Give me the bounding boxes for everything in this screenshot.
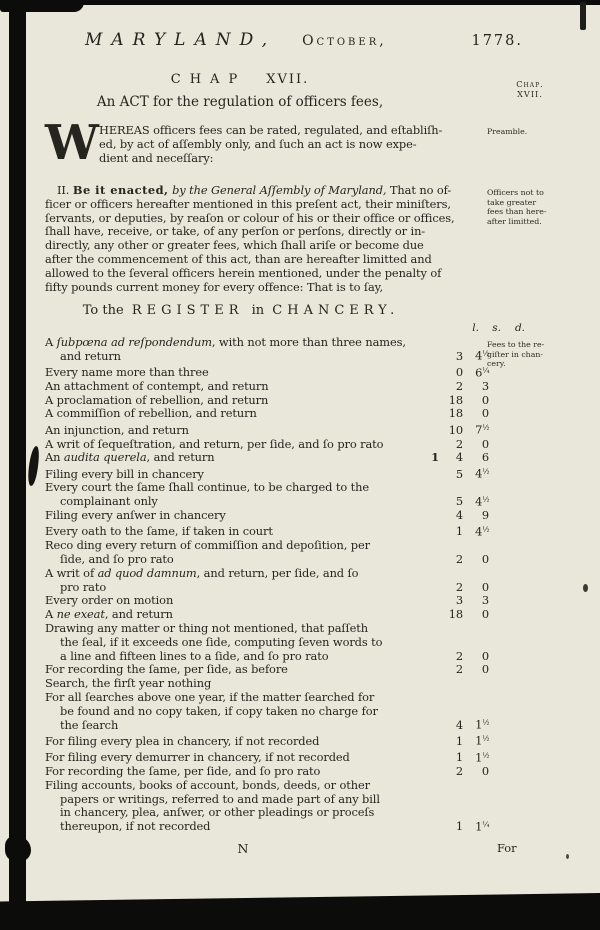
fee-description-line: An audita querela, and return: [45, 450, 215, 465]
text-line: Officers not to: [487, 188, 544, 197]
margin-note-chapter: [487, 80, 573, 99]
fee-shillings-value: 1: [455, 524, 463, 539]
signature-mark: N: [237, 841, 249, 856]
fee-description-line: A ſubpœna ad reſpondendum, with not more than three names,: [45, 335, 406, 349]
fee-shillings-value: 1: [455, 819, 463, 834]
running-head-state: MARYLAND,: [85, 30, 277, 50]
fee-pence-value: $1^{\frac{1}{2}}$: [475, 717, 489, 732]
fee-description-line: and return: [60, 348, 121, 363]
fee-description: [45, 691, 423, 732]
fee-schedule-heading: [0, 303, 486, 318]
fee-description: [45, 407, 423, 421]
fee-description: [45, 622, 423, 663]
fee-description: [45, 394, 423, 408]
fee-pence-value: $4^{\frac{1}{2}}$: [475, 348, 489, 363]
fee-shillings-value: 0: [455, 365, 463, 380]
fee-row: [45, 732, 489, 748]
fee-pence-value: 9: [481, 508, 489, 523]
ink-speck: [566, 854, 569, 859]
fee-description: [45, 380, 423, 394]
fee-description: [45, 567, 423, 595]
fee-description-line: Every court the ſame ſhall continue, to be charged to the: [45, 480, 369, 495]
fee-description-line: A ne exeat, and return: [45, 607, 173, 622]
fee-pence-value: 0: [481, 392, 489, 407]
fee-description: [45, 677, 423, 691]
enacting-paragraph: [45, 184, 485, 294]
fee-description: [45, 608, 423, 622]
heading-mid: in: [251, 303, 265, 318]
fee-pence-value: 3: [481, 593, 489, 608]
fee-shillings-value: 2: [455, 551, 463, 566]
fee-description-line: thereupon, if not recorded: [60, 819, 211, 834]
fee-shillings-value: 4: [455, 508, 463, 523]
fee-pence-value: 0: [481, 551, 489, 566]
fee-row: [45, 465, 489, 481]
fee-shillings-value: 2: [455, 579, 463, 594]
fee-row: [45, 622, 489, 663]
fee-pence-value: 0: [481, 579, 489, 594]
fee-description-line: For recording the ſame, per ſide, as before: [45, 662, 288, 677]
text-line: allowed to the ſeveral officers herein mentioned, under the penalty of: [45, 265, 442, 280]
fee-shillings-value: 2: [455, 436, 463, 451]
fee-shillings-value: 5: [455, 494, 463, 509]
fee-table-body: [45, 336, 489, 834]
fee-pence-value: $4^{\frac{1}{2}}$: [475, 466, 489, 481]
text-line: fifty pounds current money for every offence: That is to ſay,: [45, 279, 383, 294]
fee-row: [45, 509, 489, 523]
fee-shillings-value: 3: [455, 593, 463, 608]
text-line: ed, by act of aſſembly only, and ſuch an act is now expe-: [99, 136, 417, 151]
margin-note-officers: [487, 188, 573, 226]
fee-description-line: An attachment of contempt, and return: [45, 378, 269, 393]
text-line: cery.: [487, 359, 506, 369]
fee-row: [45, 481, 489, 509]
fee-pence-value: $7^{\frac{1}{2}}$: [475, 422, 489, 437]
currency-column-header: [463, 322, 525, 334]
fee-pence-value: $6^{\frac{1}{4}}$: [475, 365, 489, 380]
fee-description-line: be found and no copy taken, if copy taken no charge for: [60, 703, 378, 718]
chapter-label: CHAP: [170, 72, 247, 87]
fee-pence-value: $1^{\frac{1}{4}}$: [475, 819, 489, 834]
fee-description-line: pro rato: [60, 579, 107, 594]
fee-pence-value: 0: [481, 648, 489, 663]
fee-description: [45, 509, 423, 523]
fee-pence-value: 3: [481, 378, 489, 393]
fee-pounds-value: 1: [431, 450, 439, 465]
fee-shillings-value: 2: [455, 648, 463, 663]
fee-description-line: the ſearch: [60, 717, 119, 732]
text-line: ficer or officers hereafter mentioned in this preſent act, their miniſters,: [45, 196, 451, 211]
enacting-lines: [45, 184, 485, 294]
text-line: after limitted.: [487, 216, 542, 226]
fee-description-line: Every order on motion: [45, 593, 174, 608]
ink-speck: [580, 2, 586, 30]
fee-row: [45, 523, 489, 539]
heading-court: CHANCERY.: [272, 303, 400, 318]
fee-description-line: in chancery, plea, anſwer, or other pleadings or proceſs: [60, 805, 375, 820]
ink-speck: [583, 584, 588, 592]
fee-description-line: complainant only: [60, 494, 158, 509]
fee-shillings-value: 18: [448, 392, 463, 407]
fee-shillings-value: 4: [455, 450, 463, 465]
fee-row: [45, 594, 489, 608]
text-line: ſervants, or deputies, by reaſon or colour of his or their office or offices,: [45, 210, 455, 225]
fee-description-line: Every oath to the ſame, if taken in court: [45, 524, 273, 539]
fee-shillings-value: 2: [455, 662, 463, 677]
fee-description: [45, 336, 423, 364]
fee-description: [45, 539, 423, 567]
fee-shillings-value: 1: [455, 733, 463, 748]
fee-description-line: Reco ding every return of commiſſion and depoſition, per: [45, 538, 370, 553]
fee-description-line: Drawing any matter or thing not mentioned, that paſſeth: [45, 620, 369, 635]
fee-description-line: A proclamation of rebellion, and return: [45, 392, 269, 407]
ink-speck: [27, 446, 40, 487]
fee-shillings-value: 2: [455, 378, 463, 393]
fee-description-line: Filing every anſwer in chancery: [45, 508, 226, 523]
catchword: For: [497, 841, 517, 855]
fee-description: [45, 438, 423, 452]
fee-description: [45, 663, 423, 677]
text-line: directly, any other or greater fees, which ſhall ariſe or become due: [45, 238, 424, 253]
fee-shillings-value: 18: [448, 607, 463, 622]
scan-edge-bottom: [0, 888, 600, 930]
fee-pence-value: $1^{\frac{1}{2}}$: [475, 733, 489, 748]
fee-description: [45, 594, 423, 608]
fee-description-line: papers or writings, referred to and made part of any bill: [60, 791, 380, 806]
fee-pence-value: $4^{\frac{1}{2}}$: [475, 524, 489, 539]
fee-pence-value: 6: [481, 450, 489, 465]
fee-description-line: For recording the ſame, per ſide, and ſo pro rato: [45, 763, 321, 778]
fee-description-line: a line and fifteen lines to a ſide, and ſo pro rato: [60, 648, 329, 663]
preamble-lines: [45, 115, 485, 171]
fee-row: [45, 407, 489, 421]
margin-note-fees-register: [487, 340, 573, 369]
dropcap-w: W: [45, 115, 97, 171]
text-line: giſter in chan-: [487, 349, 544, 359]
fee-description-line: An injunction, and return: [45, 422, 189, 437]
fee-pence-value: 0: [481, 607, 489, 622]
margin-note-preamble: [487, 127, 573, 137]
running-head: [45, 30, 537, 50]
fee-shillings-value: 5: [455, 466, 463, 481]
fee-description: [45, 481, 423, 509]
fee-description: [45, 735, 423, 749]
fee-row: [45, 421, 489, 437]
fee-pence-value: 0: [481, 662, 489, 677]
fee-pence-value: $4^{\frac{1}{2}}$: [475, 494, 489, 509]
fee-shillings-value: 1: [455, 750, 463, 765]
fee-description-line: Filing every bill in chancery: [45, 466, 204, 481]
fee-description: [45, 468, 423, 482]
fee-shillings-value: 10: [448, 422, 463, 437]
chapter-numeral: XVII.: [266, 72, 310, 87]
fee-shillings-value: 2: [455, 763, 463, 778]
text-line: Preamble.: [487, 127, 528, 136]
fee-shillings-value: 4: [455, 717, 463, 732]
fee-description-line: A commiſſion of rebellion, and return: [45, 406, 257, 421]
fee-description-line: Search, the firſt year nothing: [45, 676, 212, 691]
text-line: after the commencement of this act, than are hereafter limitted and: [45, 251, 432, 266]
fee-pence-value: 0: [481, 763, 489, 778]
running-head-session: October,: [302, 33, 387, 49]
column-pounds: l.: [472, 322, 479, 334]
fee-row: [45, 663, 489, 677]
fee-description-line: A writ of ad quod damnum, and return, per ſide, and ſo: [45, 565, 359, 580]
heading-office: REGISTER: [131, 303, 244, 318]
fee-row: [45, 779, 489, 834]
fee-row: [45, 394, 489, 408]
fee-row: [45, 691, 489, 732]
fee-pence-value: $1^{\frac{1}{2}}$: [475, 750, 489, 765]
fee-description-line: the ſeal, if it exceeds one ſide, computing ſeven words to: [60, 634, 383, 649]
fee-row: [45, 364, 489, 380]
fee-row: [45, 451, 489, 465]
fee-description-line: For filing every plea in chancery, if not recorded: [45, 733, 320, 748]
fee-description-line: For filing every demurrer in chancery, if not recorded: [45, 750, 350, 765]
text-line: XVII.: [517, 88, 543, 99]
fee-description: [45, 779, 423, 834]
fee-description-line: A writ of ſequeſtration, and return, per ſide, and ſo pro rato: [45, 436, 384, 451]
fee-shillings-value: 3: [455, 348, 463, 363]
text-line: fees than here-: [487, 207, 547, 217]
text-line: Fees to the re-: [487, 340, 545, 349]
scan-spine-band: [9, 0, 26, 930]
fee-row: [45, 438, 489, 452]
text-line: take greater: [487, 197, 537, 207]
text-line: dient and neceſſary:: [99, 150, 214, 165]
fee-row: [45, 539, 489, 567]
text-line: HEREAS officers fees can be rated, regulated, and eſtabliſh-: [99, 123, 443, 137]
column-shillings: s.: [492, 322, 501, 334]
heading-pre: To the: [82, 303, 124, 318]
fee-row: [45, 380, 489, 394]
fee-description-line: Every name more than three: [45, 365, 209, 380]
text-line: II. Be it enacted, by the General Aſſembly of Maryland, That no of-: [57, 183, 452, 197]
fee-description: [45, 366, 423, 380]
text-line: ſhall have, receive, or take, of any perſon or perſons, directly or in-: [45, 224, 426, 239]
fee-description-line: Filing accounts, books of account, bonds, deeds, or other: [45, 777, 370, 792]
fee-description-line: ſide, and ſo pro rato: [60, 551, 174, 566]
fee-pence-value: 0: [481, 406, 489, 421]
fee-description: [45, 525, 423, 539]
running-head-year: 1778.: [471, 33, 523, 49]
fee-row: [45, 567, 489, 595]
fee-row: [45, 608, 489, 622]
fee-description: [45, 765, 423, 779]
fee-row: [45, 749, 489, 765]
fee-description: [45, 451, 423, 465]
text-line: Chap.: [516, 79, 544, 89]
fee-shillings-value: 18: [448, 406, 463, 421]
fee-description: [45, 424, 423, 438]
preamble-paragraph: [45, 115, 485, 171]
column-pence: d.: [514, 322, 525, 334]
fee-pence-value: 0: [481, 436, 489, 451]
fee-row: [45, 765, 489, 779]
act-title: An ACT for the regulation of officers fees,: [96, 94, 384, 110]
chapter-heading: [0, 72, 480, 87]
fee-row: [45, 677, 489, 691]
fee-description: [45, 751, 423, 765]
fee-row: [45, 336, 489, 364]
scan-edge-top: [0, 0, 600, 5]
fee-description-line: For all ſearches above one year, if the matter ſearched for: [45, 689, 375, 704]
